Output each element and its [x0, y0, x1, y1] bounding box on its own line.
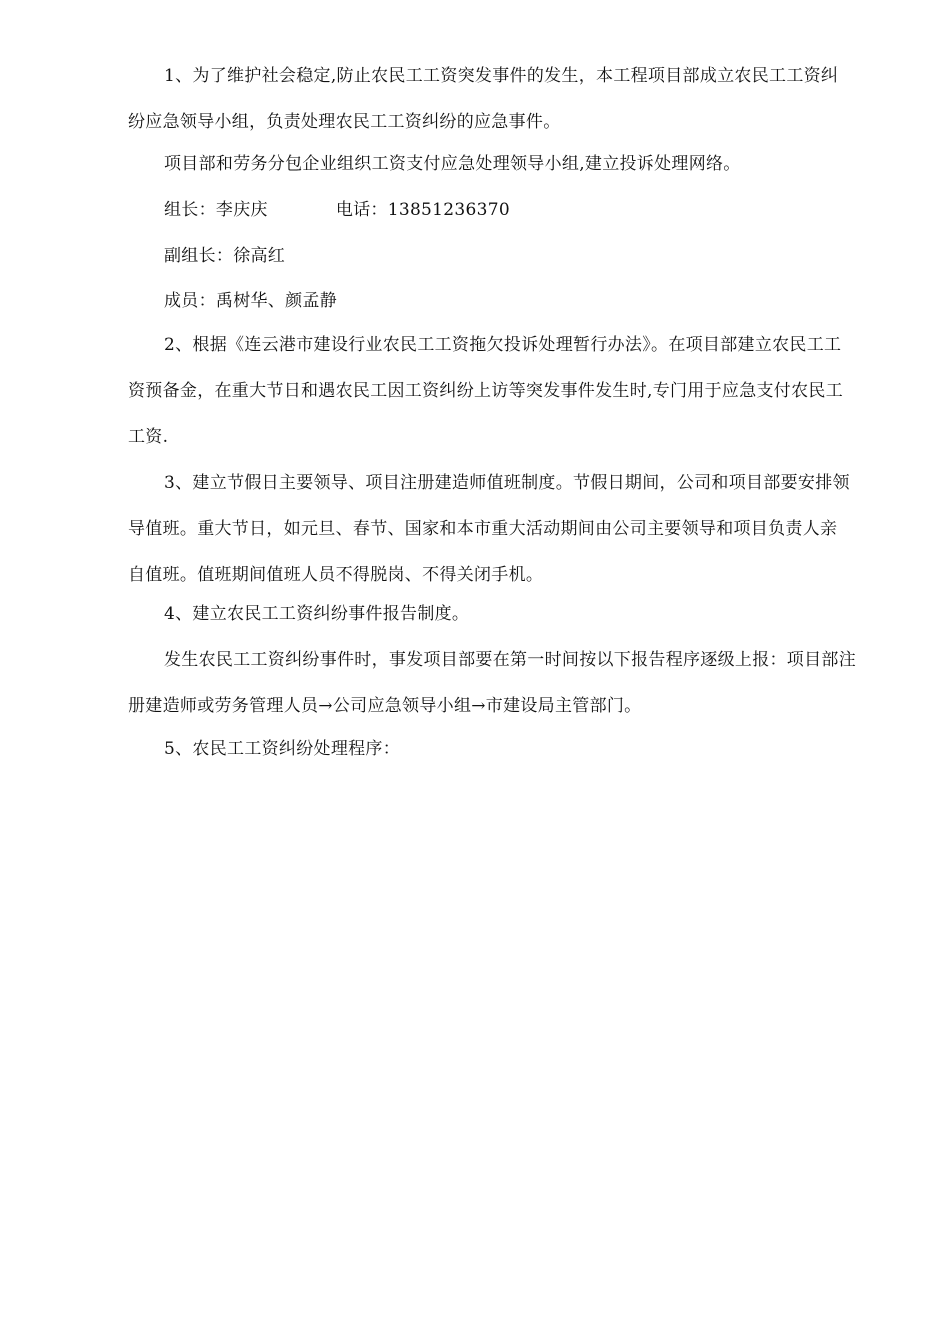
phone-text: 电话：13851236370: [335, 200, 510, 220]
paragraph-7: 5、农民工工资纠纷处理程序：: [164, 739, 401, 759]
members-line: 成员：禹树华、颜孟静: [164, 291, 337, 311]
deputy-line: 副组长：徐高红: [164, 246, 286, 266]
paragraph-3: 2、根据《连云港市建设行业农民工工资拖欠投诉处理暂行办法》。在项目部建立农民工工资预备金，在重大节日和遇农民工因工资纠纷上访等突发事件发生时,专门用于应急支付农民工工资.: [128, 335, 844, 447]
paragraph-5: 4、建立农民工工资纠纷事件报告制度。: [164, 604, 470, 624]
leader-text: 组长：李庆庆: [164, 200, 268, 220]
paragraph-2: 项目部和劳务分包企业组织工资支付应急处理领导小组,建立投诉处理网络。: [164, 154, 741, 174]
leader-line: [164, 187, 510, 233]
paragraph-6: 发生农民工工资纠纷事件时，事发项目部要在第一时间按以下报告程序逐级上报：项目部注册建造师或劳务管理人员→公司应急领导小组→市建设局主管部门。: [128, 650, 856, 716]
paragraph-1: 1、为了维护社会稳定,防止农民工工资突发事件的发生，本工程项目部成立农民工工资纠纷应急领导小组，负责处理农民工工资纠纷的应急事件。: [128, 66, 839, 132]
paragraph-4: 3、建立节假日主要领导、项目注册建造师值班制度。节假日期间，公司和项目部要安排领导值班。重大节日，如元旦、春节、国家和本市重大活动期间由公司主要领导和项目负责人亲自值班。值班期间值班人员不得脱岗、不得关闭手机。: [128, 473, 850, 585]
